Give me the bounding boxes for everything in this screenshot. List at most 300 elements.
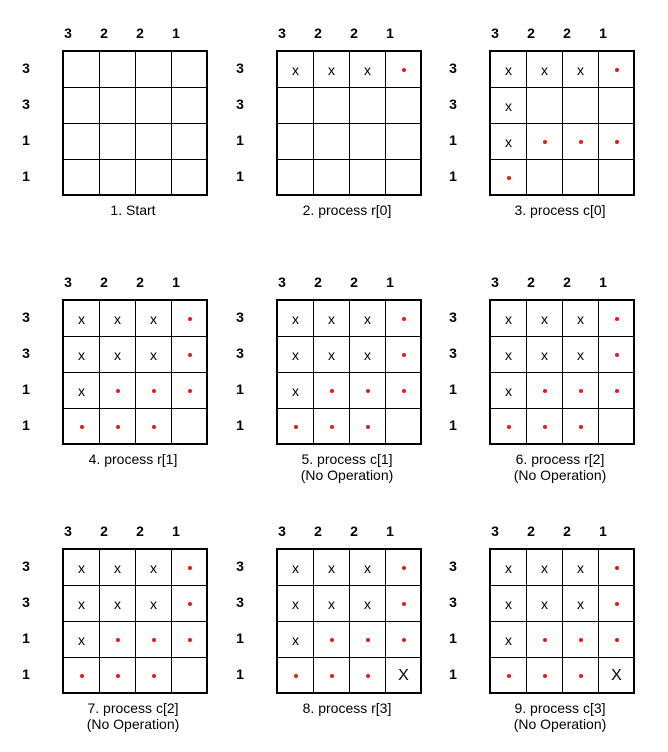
cross-marker: x bbox=[541, 595, 548, 612]
grid-cell bbox=[491, 124, 527, 160]
row-label: 1 bbox=[449, 132, 457, 148]
grid-cell bbox=[527, 622, 563, 658]
grid-cell bbox=[386, 622, 421, 658]
step-caption-title: 7. process c[2] bbox=[87, 700, 179, 716]
column-label: 2 bbox=[100, 523, 108, 539]
grid-cell bbox=[100, 52, 136, 88]
column-label: 2 bbox=[314, 523, 322, 539]
grid-cell bbox=[599, 586, 634, 622]
cross-marker: x bbox=[328, 559, 335, 576]
column-label: 3 bbox=[491, 25, 499, 41]
grid-cell bbox=[172, 373, 207, 409]
red-dot-marker bbox=[507, 425, 511, 429]
grid-cell bbox=[136, 373, 172, 409]
grid-cell bbox=[386, 373, 421, 409]
grid-cell bbox=[136, 124, 172, 160]
red-dot-marker bbox=[615, 602, 619, 606]
row-label: 1 bbox=[449, 630, 457, 646]
column-label: 2 bbox=[527, 523, 535, 539]
step-panel-4 bbox=[16, 273, 216, 503]
grid-cell bbox=[278, 409, 314, 444]
grid-cell bbox=[527, 658, 563, 693]
grid-cell bbox=[136, 301, 172, 337]
grid-cell bbox=[172, 622, 207, 658]
step-caption bbox=[250, 700, 444, 716]
red-dot-marker bbox=[615, 353, 619, 357]
grid-cell bbox=[491, 373, 527, 409]
row-label: 1 bbox=[236, 132, 244, 148]
cross-marker: x bbox=[505, 631, 512, 648]
column-label: 2 bbox=[350, 25, 358, 41]
matrix-grid bbox=[62, 299, 208, 445]
step-panel-7 bbox=[16, 522, 216, 752]
row-label: 3 bbox=[236, 558, 244, 574]
step-caption-title: 4. process r[1] bbox=[88, 451, 178, 467]
grid-cell bbox=[599, 124, 634, 160]
matrix-grid bbox=[489, 548, 635, 694]
grid-cell bbox=[136, 622, 172, 658]
cross-marker: x bbox=[505, 346, 512, 363]
column-label: 1 bbox=[386, 25, 394, 41]
column-label: 3 bbox=[278, 274, 286, 290]
red-dot-marker bbox=[366, 389, 370, 393]
cross-marker: x bbox=[577, 310, 584, 327]
red-dot-marker bbox=[116, 638, 120, 642]
cross-marker: x bbox=[292, 310, 299, 327]
cross-marker: x bbox=[292, 61, 299, 78]
grid-cell bbox=[350, 160, 386, 195]
grid-cell bbox=[172, 550, 207, 586]
cross-marker: X bbox=[611, 666, 622, 684]
red-dot-marker bbox=[507, 674, 511, 678]
red-dot-marker bbox=[579, 638, 583, 642]
grid-cell bbox=[278, 586, 314, 622]
red-dot-marker bbox=[294, 674, 298, 678]
grid-cell bbox=[100, 301, 136, 337]
red-dot-marker bbox=[579, 140, 583, 144]
cross-marker: x bbox=[292, 382, 299, 399]
row-label: 1 bbox=[22, 417, 30, 433]
cross-marker: x bbox=[114, 559, 121, 576]
step-caption-note: (No Operation) bbox=[513, 716, 607, 732]
grid-cell bbox=[278, 52, 314, 88]
red-dot-marker bbox=[543, 389, 547, 393]
grid-cell bbox=[350, 622, 386, 658]
step-caption bbox=[463, 700, 657, 732]
cross-marker: x bbox=[364, 559, 371, 576]
cross-marker: x bbox=[114, 310, 121, 327]
grid-cell bbox=[100, 409, 136, 444]
red-dot-marker bbox=[402, 68, 406, 72]
grid-cell bbox=[599, 409, 634, 444]
red-dot-marker bbox=[543, 140, 547, 144]
red-dot-marker bbox=[188, 566, 192, 570]
grid-cell bbox=[278, 658, 314, 693]
grid-cell bbox=[599, 160, 634, 195]
column-label: 2 bbox=[527, 25, 535, 41]
grid-cell bbox=[64, 301, 100, 337]
grid-cell bbox=[563, 658, 599, 693]
red-dot-marker bbox=[80, 425, 84, 429]
step-caption bbox=[36, 700, 230, 732]
grid-cell bbox=[64, 409, 100, 444]
step-caption bbox=[463, 202, 657, 218]
grid-cell bbox=[278, 160, 314, 195]
row-label: 3 bbox=[22, 96, 30, 112]
red-dot-marker bbox=[402, 353, 406, 357]
cross-marker: x bbox=[505, 133, 512, 150]
column-label: 1 bbox=[172, 274, 180, 290]
red-dot-marker bbox=[330, 674, 334, 678]
grid-cell bbox=[172, 586, 207, 622]
red-dot-marker bbox=[615, 566, 619, 570]
grid-cell bbox=[100, 586, 136, 622]
grid-cell bbox=[350, 409, 386, 444]
cross-marker: x bbox=[78, 631, 85, 648]
cross-marker: x bbox=[328, 595, 335, 612]
step-panel-3 bbox=[443, 24, 643, 254]
red-dot-marker bbox=[188, 353, 192, 357]
grid-cell bbox=[386, 658, 421, 693]
grid-cell bbox=[314, 52, 350, 88]
row-label: 3 bbox=[236, 309, 244, 325]
grid-cell bbox=[314, 622, 350, 658]
step-panel-8 bbox=[230, 522, 430, 752]
row-label: 3 bbox=[236, 594, 244, 610]
column-label: 2 bbox=[136, 523, 144, 539]
red-dot-marker bbox=[615, 638, 619, 642]
step-caption bbox=[36, 202, 230, 218]
grid-cell bbox=[136, 586, 172, 622]
row-label: 1 bbox=[449, 381, 457, 397]
cross-marker: x bbox=[292, 346, 299, 363]
grid-cell bbox=[350, 658, 386, 693]
grid-cell bbox=[563, 52, 599, 88]
cross-marker: x bbox=[364, 310, 371, 327]
cross-marker: x bbox=[364, 61, 371, 78]
column-label: 2 bbox=[350, 274, 358, 290]
column-label: 3 bbox=[491, 274, 499, 290]
step-caption bbox=[463, 451, 657, 483]
red-dot-marker bbox=[579, 674, 583, 678]
grid-cell bbox=[136, 52, 172, 88]
cross-marker: x bbox=[78, 559, 85, 576]
grid-cell bbox=[64, 52, 100, 88]
cross-marker: x bbox=[541, 61, 548, 78]
column-label: 3 bbox=[278, 523, 286, 539]
row-label: 1 bbox=[22, 132, 30, 148]
row-label: 3 bbox=[22, 558, 30, 574]
grid-cell bbox=[599, 658, 634, 693]
row-label: 3 bbox=[449, 558, 457, 574]
column-label: 2 bbox=[563, 274, 571, 290]
grid-cell bbox=[278, 337, 314, 373]
column-label: 1 bbox=[172, 523, 180, 539]
red-dot-marker bbox=[188, 389, 192, 393]
red-dot-marker bbox=[402, 638, 406, 642]
step-caption-title: 8. process r[3] bbox=[302, 700, 392, 716]
grid-cell bbox=[100, 160, 136, 195]
red-dot-marker bbox=[402, 566, 406, 570]
matrix-grid bbox=[276, 50, 422, 196]
column-label: 2 bbox=[136, 274, 144, 290]
cross-marker: x bbox=[505, 559, 512, 576]
cross-marker: x bbox=[577, 595, 584, 612]
grid-cell bbox=[563, 124, 599, 160]
matrix-grid bbox=[489, 50, 635, 196]
red-dot-marker bbox=[615, 317, 619, 321]
grid-cell bbox=[100, 88, 136, 124]
matrix-grid bbox=[276, 299, 422, 445]
row-label: 3 bbox=[22, 345, 30, 361]
matrix-grid bbox=[489, 299, 635, 445]
step-panel-9 bbox=[443, 522, 643, 752]
grid-cell bbox=[314, 88, 350, 124]
grid-cell bbox=[491, 622, 527, 658]
grid-cell bbox=[527, 88, 563, 124]
grid-cell bbox=[64, 622, 100, 658]
column-label: 2 bbox=[100, 25, 108, 41]
grid-cell bbox=[527, 124, 563, 160]
row-label: 1 bbox=[236, 168, 244, 184]
row-label: 1 bbox=[236, 630, 244, 646]
row-label: 3 bbox=[236, 96, 244, 112]
grid-cell bbox=[386, 409, 421, 444]
matrix-grid bbox=[62, 50, 208, 196]
grid-cell bbox=[527, 550, 563, 586]
red-dot-marker bbox=[366, 638, 370, 642]
grid-cell bbox=[136, 550, 172, 586]
cross-marker: x bbox=[541, 346, 548, 363]
grid-cell bbox=[386, 586, 421, 622]
red-dot-marker bbox=[402, 389, 406, 393]
grid-cell bbox=[491, 160, 527, 195]
grid-cell bbox=[350, 373, 386, 409]
column-label: 1 bbox=[386, 523, 394, 539]
grid-cell bbox=[350, 550, 386, 586]
grid-cell bbox=[527, 586, 563, 622]
row-label: 3 bbox=[449, 309, 457, 325]
grid-cell bbox=[350, 124, 386, 160]
row-label: 3 bbox=[449, 60, 457, 76]
grid-cell bbox=[599, 88, 634, 124]
row-label: 1 bbox=[236, 417, 244, 433]
grid-cell bbox=[136, 160, 172, 195]
red-dot-marker bbox=[330, 638, 334, 642]
row-label: 3 bbox=[449, 345, 457, 361]
red-dot-marker bbox=[188, 317, 192, 321]
grid-cell bbox=[563, 586, 599, 622]
red-dot-marker bbox=[294, 425, 298, 429]
row-label: 1 bbox=[22, 666, 30, 682]
row-label: 3 bbox=[22, 60, 30, 76]
grid-cell bbox=[314, 301, 350, 337]
grid-cell bbox=[100, 373, 136, 409]
red-dot-marker bbox=[366, 674, 370, 678]
step-caption-title: 5. process c[1] bbox=[301, 451, 393, 467]
cross-marker: x bbox=[577, 346, 584, 363]
grid-cell bbox=[350, 301, 386, 337]
cross-marker: x bbox=[577, 61, 584, 78]
row-label: 1 bbox=[22, 168, 30, 184]
grid-cell bbox=[136, 337, 172, 373]
red-dot-marker bbox=[330, 425, 334, 429]
cross-marker: x bbox=[114, 595, 121, 612]
grid-cell bbox=[100, 337, 136, 373]
grid-cell bbox=[64, 658, 100, 693]
grid-cell bbox=[314, 160, 350, 195]
grid-cell bbox=[386, 550, 421, 586]
grid-cell bbox=[172, 409, 207, 444]
cross-marker: x bbox=[541, 559, 548, 576]
matrix-grid bbox=[62, 548, 208, 694]
grid-cell bbox=[278, 373, 314, 409]
cross-marker: x bbox=[78, 346, 85, 363]
grid-cell bbox=[563, 373, 599, 409]
column-label: 2 bbox=[100, 274, 108, 290]
column-label: 3 bbox=[64, 523, 72, 539]
cross-marker: x bbox=[292, 595, 299, 612]
grid-cell bbox=[278, 301, 314, 337]
red-dot-marker bbox=[188, 638, 192, 642]
grid-cell bbox=[64, 337, 100, 373]
red-dot-marker bbox=[188, 602, 192, 606]
grid-cell bbox=[172, 337, 207, 373]
matrix-grid bbox=[276, 548, 422, 694]
grid-cell bbox=[527, 337, 563, 373]
cross-marker: x bbox=[114, 346, 121, 363]
column-label: 3 bbox=[278, 25, 286, 41]
grid-cell bbox=[491, 52, 527, 88]
step-caption-title: 6. process r[2] bbox=[515, 451, 605, 467]
step-panel-2 bbox=[230, 24, 430, 254]
red-dot-marker bbox=[116, 389, 120, 393]
grid-cell bbox=[491, 337, 527, 373]
grid-cell bbox=[599, 373, 634, 409]
step-caption-title: 2. process r[0] bbox=[302, 202, 392, 218]
step-caption-title: 9. process c[3] bbox=[514, 700, 606, 716]
grid-cell bbox=[64, 373, 100, 409]
step-panel-1 bbox=[16, 24, 216, 254]
row-label: 1 bbox=[449, 666, 457, 682]
grid-cell bbox=[172, 658, 207, 693]
red-dot-marker bbox=[366, 425, 370, 429]
cross-marker: x bbox=[150, 595, 157, 612]
grid-cell bbox=[527, 409, 563, 444]
cross-marker: x bbox=[364, 346, 371, 363]
cross-marker: X bbox=[398, 666, 409, 684]
step-caption-note: (No Operation) bbox=[300, 467, 394, 483]
red-dot-marker bbox=[507, 176, 511, 180]
grid-cell bbox=[314, 337, 350, 373]
red-dot-marker bbox=[152, 674, 156, 678]
cross-marker: x bbox=[505, 61, 512, 78]
column-label: 3 bbox=[64, 274, 72, 290]
grid-cell bbox=[386, 52, 421, 88]
step-panel-6 bbox=[443, 273, 643, 503]
cross-marker: x bbox=[150, 346, 157, 363]
red-dot-marker bbox=[615, 140, 619, 144]
grid-cell bbox=[64, 550, 100, 586]
grid-cell bbox=[599, 337, 634, 373]
column-label: 2 bbox=[314, 25, 322, 41]
grid-cell bbox=[136, 88, 172, 124]
grid-cell bbox=[491, 88, 527, 124]
grid-cell bbox=[563, 337, 599, 373]
cross-marker: x bbox=[505, 310, 512, 327]
step-caption bbox=[250, 451, 444, 483]
grid-cell bbox=[491, 550, 527, 586]
row-label: 1 bbox=[22, 381, 30, 397]
grid-cell bbox=[314, 373, 350, 409]
grid-cell bbox=[100, 124, 136, 160]
red-dot-marker bbox=[615, 389, 619, 393]
red-dot-marker bbox=[579, 425, 583, 429]
grid-cell bbox=[563, 622, 599, 658]
grid-cell bbox=[527, 160, 563, 195]
cross-marker: x bbox=[328, 310, 335, 327]
cross-marker: x bbox=[505, 382, 512, 399]
row-label: 1 bbox=[22, 630, 30, 646]
grid-cell bbox=[64, 586, 100, 622]
grid-cell bbox=[527, 301, 563, 337]
cross-marker: x bbox=[78, 382, 85, 399]
grid-cell bbox=[278, 124, 314, 160]
column-label: 3 bbox=[64, 25, 72, 41]
column-label: 2 bbox=[563, 523, 571, 539]
grid-cell bbox=[278, 550, 314, 586]
red-dot-marker bbox=[116, 425, 120, 429]
row-label: 1 bbox=[236, 666, 244, 682]
red-dot-marker bbox=[579, 389, 583, 393]
grid-cell bbox=[64, 160, 100, 195]
grid-cell bbox=[563, 409, 599, 444]
step-caption-note: (No Operation) bbox=[513, 467, 607, 483]
grid-cell bbox=[386, 88, 421, 124]
grid-cell bbox=[278, 622, 314, 658]
red-dot-marker bbox=[543, 638, 547, 642]
row-label: 1 bbox=[236, 381, 244, 397]
grid-cell bbox=[386, 337, 421, 373]
red-dot-marker bbox=[330, 389, 334, 393]
grid-cell bbox=[278, 88, 314, 124]
grid-cell bbox=[100, 550, 136, 586]
cross-marker: x bbox=[364, 595, 371, 612]
grid-cell bbox=[563, 301, 599, 337]
grid-cell bbox=[491, 586, 527, 622]
step-caption bbox=[36, 451, 230, 467]
step-caption-title: 1. Start bbox=[110, 202, 156, 218]
row-label: 3 bbox=[22, 594, 30, 610]
column-label: 2 bbox=[350, 523, 358, 539]
grid-cell bbox=[136, 409, 172, 444]
cross-marker: x bbox=[328, 346, 335, 363]
red-dot-marker bbox=[116, 674, 120, 678]
step-caption-note: (No Operation) bbox=[86, 716, 180, 732]
grid-cell bbox=[314, 658, 350, 693]
step-caption bbox=[250, 202, 444, 218]
cross-marker: x bbox=[328, 61, 335, 78]
grid-cell bbox=[172, 301, 207, 337]
grid-cell bbox=[563, 88, 599, 124]
column-label: 3 bbox=[491, 523, 499, 539]
grid-cell bbox=[314, 586, 350, 622]
grid-cell bbox=[386, 160, 421, 195]
row-label: 3 bbox=[449, 96, 457, 112]
red-dot-marker bbox=[615, 68, 619, 72]
grid-cell bbox=[64, 124, 100, 160]
grid-cell bbox=[314, 550, 350, 586]
